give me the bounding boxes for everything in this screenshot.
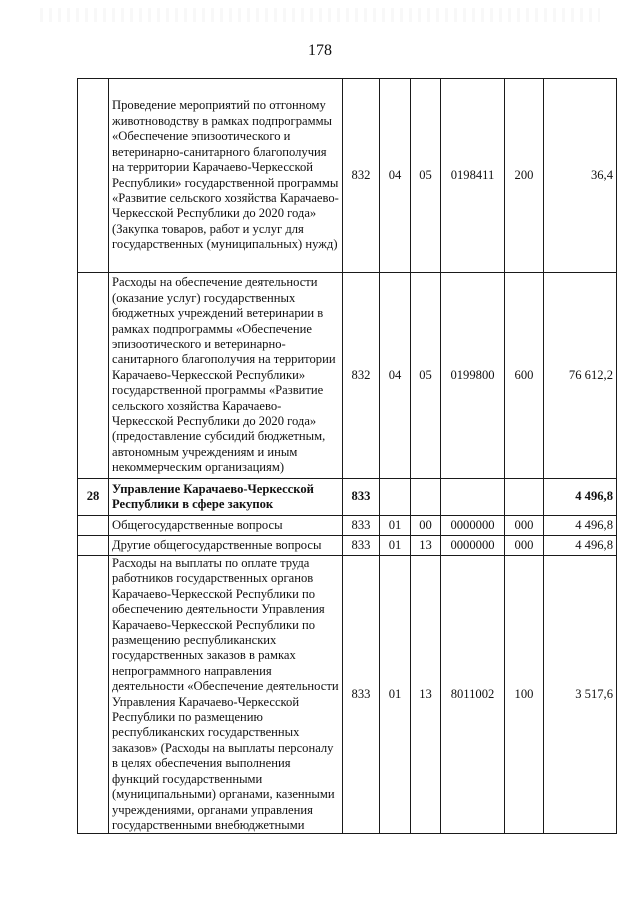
row-subsection: 13 [411,556,441,834]
page-number: 178 [308,42,332,59]
row-subsection [411,479,441,516]
table-row [78,536,617,556]
row-ministry: 832 [343,273,380,479]
row-subsection: 05 [411,273,441,479]
row-name: Общегосударственные вопросы [109,516,343,536]
row-target: 8011002 [441,556,505,834]
row-target: 0199800 [441,273,505,479]
row-expense-type: 200 [505,79,544,273]
row-name: Расходы на обеспечение деятельности (оказание услуг) государственных бюджетных учреждений ветеринарии в рамках подпрограммы «Обеспечение эпизоотического и ветеринарно-санитарного благополучия на территории Карачаево-Черкесской Республики» государственной программы «Развитие сельского хозяйства Карачаево-Черкесской Республики до 2020 года» (предоставление субсидий бюджетным, автономным учреждениям и иным некоммерческим организациям) [109,273,343,479]
row-target [441,479,505,516]
row-index [78,556,109,834]
row-ministry: 833 [343,556,380,834]
row-amount: 76 612,2 [544,273,617,479]
row-index [78,273,109,479]
row-amount: 4 496,8 [544,536,617,556]
row-ministry: 833 [343,516,380,536]
row-ministry: 833 [343,536,380,556]
row-expense-type: 000 [505,536,544,556]
row-section [380,479,411,516]
row-index [78,79,109,273]
row-subsection: 05 [411,79,441,273]
row-section: 01 [380,536,411,556]
row-index: 28 [78,479,109,516]
row-expense-type: 600 [505,273,544,479]
row-section: 01 [380,516,411,536]
row-name: Другие общегосударственные вопросы [109,536,343,556]
row-name: Расходы на выплаты по оплате труда работников государственных органов Карачаево-Черкесской Республики по обеспечению деятельности Управления Карачаево-Черкесской Республики по размещению республиканских государственных заказов в рамках непрограммного направления деятельности «Обеспечение деятельности Управления Карачаево-Черкесской Республики по размещению республиканских государственных заказов» (Расходы на выплаты персоналу в целях обеспечения выполнения функций государственными (муниципальными) органами, казенными учреждениями, органами управления государственными внебюджетными [109,556,343,834]
row-amount: 4 496,8 [544,516,617,536]
row-name: Проведение мероприятий по отгонному животноводству в рамках подпрограммы «Обеспечение эпизоотического и ветеринарно-санитарного благополучия на территории Карачаево-Черкесской Республики» государственной программы «Развитие сельского хозяйства Карачаево-Черкесской Республики до 2020 года» (Закупка товаров, работ и услуг для государственных (муниципальных) нужд) [109,79,343,273]
row-expense-type [505,479,544,516]
row-amount: 4 496,8 [544,479,617,516]
row-expense-type: 000 [505,516,544,536]
row-expense-type: 100 [505,556,544,834]
row-ministry: 833 [343,479,380,516]
row-index [78,536,109,556]
scan-artifact [40,8,600,22]
row-target: 0000000 [441,536,505,556]
row-amount: 36,4 [544,79,617,273]
table-row [78,516,617,536]
table-row [78,556,617,834]
table-row [78,79,617,273]
row-subsection: 00 [411,516,441,536]
row-section: 01 [380,556,411,834]
row-section: 04 [380,273,411,479]
row-target: 0198411 [441,79,505,273]
row-subsection: 13 [411,536,441,556]
row-target: 0000000 [441,516,505,536]
table-row [78,273,617,479]
table-row-department [78,479,617,516]
row-index [78,516,109,536]
row-amount: 3 517,6 [544,556,617,834]
budget-table [77,78,617,834]
row-section: 04 [380,79,411,273]
row-name: Управление Карачаево-Черкесской Республики в сфере закупок [109,479,343,516]
row-ministry: 832 [343,79,380,273]
